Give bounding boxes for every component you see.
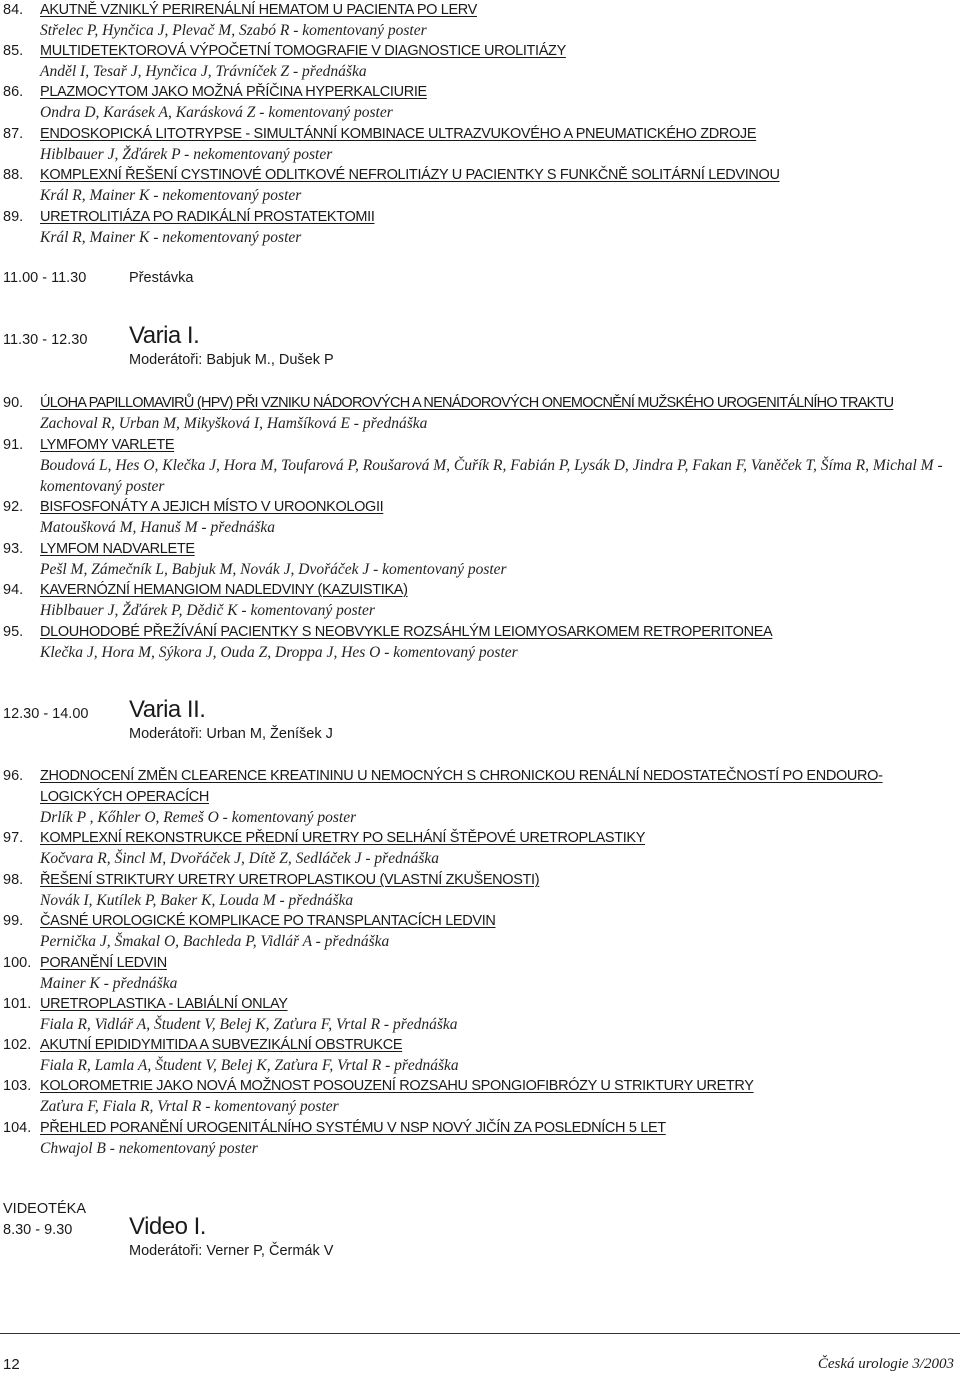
item-title: AKUTNĚ VZNIKLÝ PERIRENÁLNÍ HEMATOM U PACIENTA PO LERV (40, 2, 477, 18)
footer-divider (0, 1333, 960, 1334)
item-number: 90. (3, 395, 24, 411)
item-title: URETROPLASTIKA - LABIÁLNÍ ONLAY (40, 996, 288, 1012)
item-authors: Fiala R, Lamla A, Študent V, Belej K, Zaťura F, Vrtal R - přednáška (40, 1057, 459, 1074)
item-authors: Střelec P, Hynčica J, Plevač M, Szabó R - komentovaný poster (40, 22, 427, 39)
item-title: ÚLOHA PAPILLOMAVIRŮ (HPV) PŘI VZNIKU NÁDOROVÝCH A NENÁDOROVÝCH ONEMOCNĚNÍ MUŽSKÉHO UROGENITÁLNÍHO TRAKTU (40, 395, 894, 411)
item-title: KAVERNÓZNÍ HEMANGIOM NADLEDVINY (KAZUISTIKA) (40, 582, 408, 598)
item-authors: Novák I, Kutílek P, Baker K, Louda M - přednáška (40, 892, 354, 909)
item-authors: Drlík P , Kőhler O, Remeš O - komentovaný poster (40, 809, 357, 826)
item-authors: Zaťura F, Fiala R, Vrtal R - komentovaný poster (40, 1098, 339, 1115)
item-authors: Fiala R, Vidlář A, Študent V, Belej K, Zaťura F, Vrtal R - přednáška (40, 1016, 458, 1033)
item-title: LYMFOM NADVARLETE (40, 541, 195, 557)
item-authors: Klečka J, Hora M, Sýkora J, Ouda Z, Droppa J, Hes O - komentovaný poster (40, 644, 518, 661)
item-authors: Král R, Mainer K - nekomentovaný poster (40, 229, 302, 246)
section-label: VIDEOTÉKA (3, 1201, 86, 1217)
session-time: 8.30 - 9.30 (3, 1222, 73, 1238)
item-title: DLOUHODOBÉ PŘEŽÍVÁNÍ PACIENTKY S NEOBVYKLE ROZSÁHLÝM LEIOMYOSARKOMEM RETROPERITONEA (40, 624, 773, 640)
session-moderators: Moderátoři: Verner P, Čermák V (129, 1243, 334, 1259)
item-number: 94. (3, 582, 24, 598)
item-title: KOMPLEXNÍ REKONSTRUKCE PŘEDNÍ URETRY PO SELHÁNÍ ŠTĚPOVÉ URETROPLASTIKY (40, 830, 646, 846)
item-title: KOLOROMETRIE JAKO NOVÁ MOŽNOST POSOUZENÍ ROZSAHU SPONGIOFIBRÓZY U STRIKTURY URETRY (40, 1078, 754, 1094)
item-authors: Hiblbauer J, Žďárek P - nekomentovaný poster (40, 146, 333, 163)
session-moderators: Moderátoři: Urban M, Ženíšek J (129, 726, 333, 742)
item-number: 89. (3, 209, 24, 225)
item-authors: Zachoval R, Urban M, Mikyšková I, Hamšíková E - přednáška (40, 415, 428, 432)
item-number: 101. (3, 996, 32, 1012)
item-number: 87. (3, 126, 24, 142)
session-moderators: Moderátoři: Babjuk M., Dušek P (129, 352, 334, 368)
item-number: 103. (3, 1078, 32, 1094)
item-authors: Pešl M, Zámečník L, Babjuk M, Novák J, Dvořáček J - komentovaný poster (40, 561, 507, 578)
item-authors: Mainer K - přednáška (40, 975, 178, 992)
item-title: ČASNÉ UROLOGICKÉ KOMPLIKACE PO TRANSPLANTACÍCH LEDVIN (40, 913, 496, 929)
item-title: PORANĚNÍ LEDVIN (40, 955, 167, 971)
item-authors: Chwajol B - nekomentovaný poster (40, 1140, 258, 1157)
session-time: 11.30 - 12.30 (3, 332, 88, 348)
item-title: ŘEŠENÍ STRIKTURY URETRY URETROPLASTIKOU (VLASTNÍ ZKUŠENOSTI) (40, 872, 540, 888)
item-authors: Hiblbauer J, Žďárek P, Dědič K - komentovaný poster (40, 602, 375, 619)
item-number: 86. (3, 84, 24, 100)
item-number: 92. (3, 499, 24, 515)
break-label: Přestávka (129, 270, 194, 286)
item-number: 99. (3, 913, 24, 929)
item-number: 100. (3, 955, 32, 971)
item-number: 104. (3, 1120, 32, 1136)
item-title: PŘEHLED PORANĚNÍ UROGENITÁLNÍHO SYSTÉMU V NSP NOVÝ JIČÍN ZA POSLEDNÍCH 5 LET (40, 1120, 666, 1136)
item-title: PLAZMOCYTOM JAKO MOŽNÁ PŘÍČINA HYPERKALCIURIE (40, 84, 427, 100)
session-title: Video I. (129, 1213, 206, 1240)
item-number: 93. (3, 541, 24, 557)
item-number: 84. (3, 2, 24, 18)
item-authors: Boudová L, Hes O, Klečka J, Hora M, Toufarová P, Roušarová M, Čuřík R, Fabián P, Lysák D, Jindra P, Fakan F, Vaněček T, Šíma R, Michal M - komentovaný poster (40, 457, 943, 495)
session-title: Varia I. (129, 322, 200, 349)
item-title: MULTIDETEKTOROVÁ VÝPOČETNÍ TOMOGRAFIE V DIAGNOSTICE UROLITIÁZY (40, 43, 566, 59)
page-number: 12 (3, 1356, 20, 1373)
item-number: 102. (3, 1037, 32, 1053)
item-authors: Anděl I, Tesař J, Hynčica J, Trávníček Z - přednáška (40, 63, 367, 80)
item-title: ZHODNOCENÍ ZMĚN CLEARENCE KREATININU U NEMOCNÝCH S CHRONICKOU RENÁLNÍ NEDOSTATEČNOSTÍ PO ENDOURO-LOGICKÝCH OPERACÍCH (40, 768, 883, 805)
item-authors: Pernička J, Šmakal O, Bachleda P, Vidlář A - přednáška (40, 933, 390, 950)
item-authors: Matoušková M, Hanuš M - přednáška (40, 519, 276, 536)
item-number: 95. (3, 624, 24, 640)
item-title: BISFOSFONÁTY A JEJICH MÍSTO V UROONKOLOGII (40, 499, 384, 515)
session-time: 12.30 - 14.00 (3, 706, 89, 722)
item-number: 88. (3, 167, 24, 183)
item-number: 97. (3, 830, 24, 846)
break-time: 11.00 - 11.30 (3, 270, 87, 286)
item-authors: Ondra D, Karásek A, Karásková Z - komentovaný poster (40, 104, 393, 121)
item-authors: Král R, Mainer K - nekomentovaný poster (40, 187, 302, 204)
item-title: URETROLITIÁZA PO RADIKÁLNÍ PROSTATEKTOMII (40, 209, 375, 225)
item-number: 98. (3, 872, 24, 888)
item-number: 96. (3, 768, 24, 784)
item-title: ENDOSKOPICKÁ LITOTRYPSE - SIMULTÁNNÍ KOMBINACE ULTRAZVUKOVÉHO A PNEUMATICKÉHO ZDROJE (40, 126, 757, 142)
item-authors: Kočvara R, Šincl M, Dvořáček J, Dítě Z, Sedláček J - přednáška (40, 850, 439, 867)
item-title: KOMPLEXNÍ ŘEŠENÍ CYSTINOVÉ ODLITKOVÉ NEFROLITIÁZY U PACIENTKY S FUNKČNĚ SOLITÁRNÍ LEDVINOU (40, 167, 780, 183)
item-title: LYMFOMY VARLETE (40, 437, 175, 453)
journal-name: Česká urologie 3/2003 (817, 1356, 954, 1372)
item-number: 91. (3, 437, 24, 453)
session-title: Varia II. (129, 696, 206, 723)
item-title: AKUTNÍ EPIDIDYMITIDA A SUBVEZIKÁLNÍ OBSTRUKCE (40, 1037, 403, 1053)
item-number: 85. (3, 43, 24, 59)
